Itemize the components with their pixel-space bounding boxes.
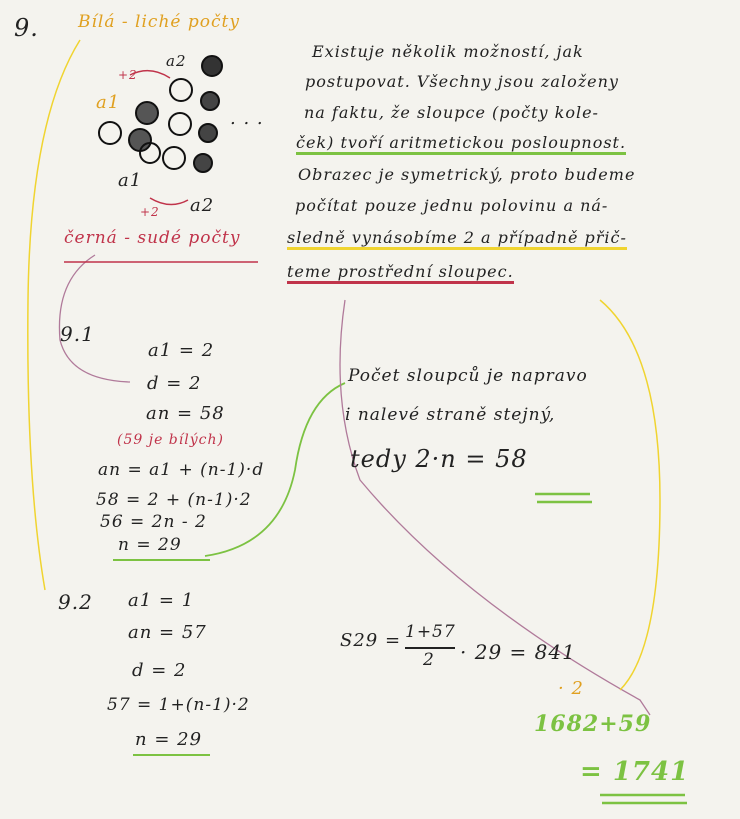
part1-result: n = 29	[118, 535, 182, 555]
label-a2-bottom: a2	[190, 195, 215, 216]
white-dot	[170, 79, 192, 101]
label-a1-top: a1	[96, 92, 121, 113]
explanation-line: postupovat. Všechny jsou založeny	[305, 72, 619, 91]
white-dot	[99, 122, 121, 144]
black-dot	[202, 56, 222, 76]
continuation-dots: . . .	[230, 108, 264, 129]
explanation-line: Obrazec je symetrický, proto budeme	[298, 165, 636, 184]
part1-line: an = a1 + (n-1)·d	[98, 460, 265, 480]
problem-number: 9.	[14, 14, 39, 42]
label-plus2-top: +2	[118, 68, 138, 82]
part2-label: 9.2	[58, 590, 93, 614]
heading-white: Bílá - liché počty	[78, 12, 240, 32]
black-dot	[199, 124, 217, 142]
explanation-line: sledně vynásobíme 2 a případně přič-	[287, 228, 627, 250]
part1-line: 56 = 2n - 2	[100, 512, 207, 532]
part2-line: 57 = 1+(n-1)·2	[107, 695, 250, 715]
part1-line: a1 = 2	[148, 340, 215, 361]
label-a1-bottom: a1	[118, 170, 143, 191]
part1-line: an = 58	[146, 403, 225, 424]
black-dot	[194, 154, 212, 172]
columns-note-line: Počet sloupců je napravo	[348, 366, 588, 386]
explanation-line: ček) tvoří aritmetickou posloupnost.	[296, 133, 626, 155]
sum-denominator: 2	[423, 650, 435, 670]
part2-result: n = 29	[135, 729, 203, 750]
part2-line: an = 57	[128, 622, 207, 643]
sum-numerator: 1+57	[405, 622, 456, 642]
part1-line: 58 = 2 + (n-1)·2	[96, 490, 252, 510]
sum-formula-left: S29 =	[340, 630, 402, 651]
sum-total-expr: 1682+59	[534, 711, 652, 737]
sum-result: = 1741	[580, 757, 690, 787]
black-dot	[136, 102, 158, 124]
part2-line: a1 = 1	[128, 590, 195, 611]
explanation-line: počítat pouze jednu polovinu a ná-	[295, 196, 609, 215]
explanation-line: Existuje několik možností, jak	[312, 42, 584, 61]
explanation-line: teme prostřední sloupec.	[287, 262, 514, 284]
columns-note-line: tedy 2·n = 58	[350, 445, 528, 473]
black-dot	[201, 92, 219, 110]
heading-black: černá - sudé počty	[64, 228, 241, 248]
part1-line: d = 2	[147, 373, 202, 394]
columns-note-line: i nalevé straně stejný,	[345, 405, 556, 425]
sum-rest: · 29 = 841	[460, 640, 576, 664]
black-dot	[129, 129, 151, 151]
explanation-line: na faktu, že sloupce (počty kole-	[304, 103, 599, 122]
part1-label: 9.1	[60, 322, 95, 346]
part2-line: d = 2	[132, 660, 187, 681]
white-dot	[169, 113, 191, 135]
part1-note: (59 je bílých)	[117, 432, 224, 448]
label-a2-top: a2	[166, 52, 187, 70]
sum-times-two: · 2	[558, 678, 584, 699]
label-plus2-bottom: +2	[140, 205, 160, 219]
white-dot	[163, 147, 185, 169]
